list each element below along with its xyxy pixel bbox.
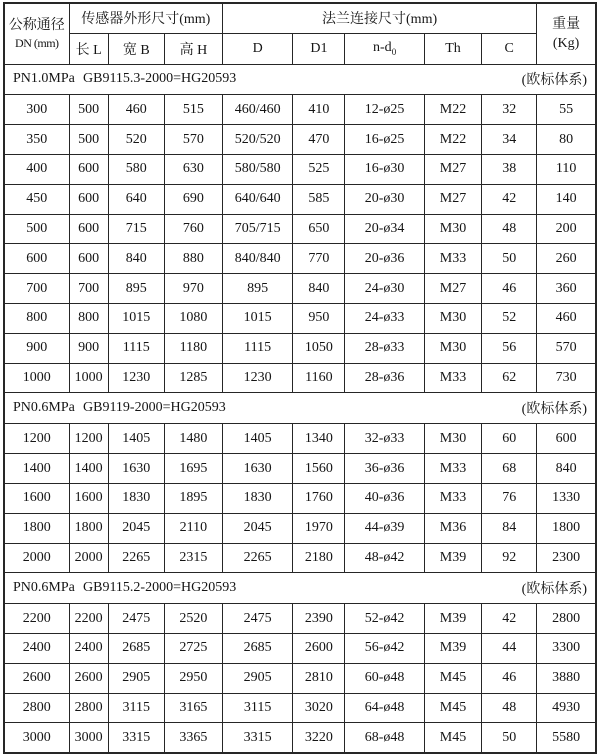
value-cell: 2475 (108, 604, 164, 634)
table-row (4, 184, 596, 214)
value-cell: 1970 (293, 513, 345, 543)
value-cell: 2520 (164, 604, 222, 634)
value-cell: 950 (293, 304, 345, 334)
table-row (4, 304, 596, 334)
value-cell: 1115 (222, 333, 292, 363)
dn-cell: 500 (4, 214, 69, 244)
value-cell: 3880 (537, 663, 596, 693)
dn-cell: 350 (4, 125, 69, 155)
dn-cell: 1200 (4, 424, 69, 454)
value-cell: 12-ø25 (345, 95, 424, 125)
value-cell: 500 (69, 95, 108, 125)
header-nominal-diameter-unit: DN (mm) (15, 36, 59, 51)
value-cell: 1115 (108, 333, 164, 363)
value-cell: 2685 (108, 634, 164, 664)
value-cell: 56 (482, 333, 537, 363)
header-c: C (482, 33, 537, 64)
value-cell: 515 (164, 95, 222, 125)
dn-cell: 2200 (4, 604, 69, 634)
value-cell: 650 (293, 214, 345, 244)
value-cell: 1830 (108, 483, 164, 513)
value-cell: 640/640 (222, 184, 292, 214)
value-cell: 1200 (69, 424, 108, 454)
table-row (4, 723, 596, 753)
value-cell: 2600 (293, 634, 345, 664)
header-weight-title: 重量 (552, 16, 581, 32)
table-row (4, 214, 596, 244)
value-cell: 140 (537, 184, 596, 214)
value-cell: 32 (482, 95, 537, 125)
value-cell: M22 (424, 125, 481, 155)
value-cell: 520 (108, 125, 164, 155)
value-cell: 600 (69, 214, 108, 244)
value-cell: 2315 (164, 543, 222, 573)
value-cell: 44 (482, 634, 537, 664)
value-cell: 32-ø33 (345, 424, 424, 454)
section-header-row (4, 64, 596, 95)
value-cell: 970 (164, 274, 222, 304)
section-header-row (4, 393, 596, 424)
value-cell: 1340 (293, 424, 345, 454)
value-cell: 38 (482, 154, 537, 184)
pressure-rating-label: PN0.6MPa (13, 400, 75, 416)
value-cell: 56-ø42 (345, 634, 424, 664)
table-row (4, 363, 596, 393)
value-cell: 525 (293, 154, 345, 184)
value-cell: 470 (293, 125, 345, 155)
value-cell: 360 (537, 274, 596, 304)
value-cell: 460 (537, 304, 596, 334)
table-row (4, 693, 596, 723)
header-weight (537, 3, 596, 64)
value-cell: 5580 (537, 723, 596, 753)
value-cell: 2045 (222, 513, 292, 543)
value-cell: 900 (69, 333, 108, 363)
value-cell: M39 (424, 543, 481, 573)
value-cell: 260 (537, 244, 596, 274)
dn-cell: 2400 (4, 634, 69, 664)
dn-cell: 2600 (4, 663, 69, 693)
value-cell: 2110 (164, 513, 222, 543)
value-cell: 16-ø25 (345, 125, 424, 155)
value-cell: 760 (164, 214, 222, 244)
value-cell: 1560 (293, 454, 345, 484)
value-cell: 1050 (293, 333, 345, 363)
value-cell: 24-ø33 (345, 304, 424, 334)
value-cell: 1400 (69, 454, 108, 484)
value-cell: 1405 (108, 424, 164, 454)
table-row (4, 154, 596, 184)
value-cell: M30 (424, 304, 481, 334)
value-cell: 840 (108, 244, 164, 274)
value-cell: M33 (424, 454, 481, 484)
value-cell: 730 (537, 363, 596, 393)
header-length-l: 长 L (69, 33, 108, 64)
header-sensor-dimensions-group: 传感器外形尺寸(mm) (69, 3, 222, 33)
value-cell: M33 (424, 483, 481, 513)
header-bolt-holes-nd0 (345, 33, 424, 64)
value-cell: 3315 (222, 723, 292, 753)
value-cell: 1015 (222, 304, 292, 334)
table-row (4, 95, 596, 125)
table-row (4, 483, 596, 513)
value-cell: M36 (424, 513, 481, 543)
table-row (4, 513, 596, 543)
value-cell: 3165 (164, 693, 222, 723)
value-cell: 42 (482, 184, 537, 214)
header-width-b: 宽 B (108, 33, 164, 64)
value-cell: 110 (537, 154, 596, 184)
value-cell: 28-ø36 (345, 363, 424, 393)
section-header-cell (4, 64, 596, 95)
value-cell: 3365 (164, 723, 222, 753)
value-cell: 3220 (293, 723, 345, 753)
value-cell: 60 (482, 424, 537, 454)
standard-system-label: (欧标体系) (521, 73, 587, 89)
pressure-rating-label: PN0.6MPa (13, 580, 75, 596)
value-cell: 1015 (108, 304, 164, 334)
value-cell: 2265 (108, 543, 164, 573)
value-cell: 585 (293, 184, 345, 214)
value-cell: 2905 (108, 663, 164, 693)
value-cell: M27 (424, 274, 481, 304)
standard-code-label: GB9115.2-2000=HG20593 (83, 580, 237, 596)
value-cell: 48-ø42 (345, 543, 424, 573)
value-cell: 60-ø48 (345, 663, 424, 693)
value-cell: 92 (482, 543, 537, 573)
value-cell: M27 (424, 154, 481, 184)
value-cell: 840 (293, 274, 345, 304)
value-cell: 2810 (293, 663, 345, 693)
value-cell: 36-ø36 (345, 454, 424, 484)
table-row (4, 604, 596, 634)
value-cell: 62 (482, 363, 537, 393)
value-cell: 1080 (164, 304, 222, 334)
value-cell: 1285 (164, 363, 222, 393)
header-weight-unit: (Kg) (552, 35, 580, 51)
value-cell: 705/715 (222, 214, 292, 244)
table-row (4, 543, 596, 573)
dn-cell: 1800 (4, 513, 69, 543)
standard-code-label: GB9119-2000=HG20593 (83, 400, 226, 416)
value-cell: 2265 (222, 543, 292, 573)
value-cell: 80 (537, 125, 596, 155)
value-cell: 410 (293, 95, 345, 125)
value-cell: M39 (424, 634, 481, 664)
value-cell: 800 (69, 304, 108, 334)
dn-cell: 900 (4, 333, 69, 363)
flange-dimension-table (3, 2, 597, 754)
value-cell: 34 (482, 125, 537, 155)
value-cell: 2800 (69, 693, 108, 723)
value-cell: 840 (537, 454, 596, 484)
value-cell: 3300 (537, 634, 596, 664)
dn-cell: 2000 (4, 543, 69, 573)
value-cell: 16-ø30 (345, 154, 424, 184)
value-cell: 84 (482, 513, 537, 543)
header-nd-subscript: 0 (391, 46, 397, 57)
value-cell: M22 (424, 95, 481, 125)
table-header (4, 3, 596, 64)
value-cell: 50 (482, 244, 537, 274)
header-nd-base: n-d (373, 40, 392, 56)
value-cell: 2180 (293, 543, 345, 573)
value-cell: 3115 (108, 693, 164, 723)
header-nominal-diameter-title: 公称通径 (8, 17, 65, 33)
value-cell: 600 (69, 154, 108, 184)
value-cell: 1630 (222, 454, 292, 484)
value-cell: 600 (69, 184, 108, 214)
value-cell: 1000 (69, 363, 108, 393)
value-cell: M45 (424, 723, 481, 753)
value-cell: 1630 (108, 454, 164, 484)
value-cell: 880 (164, 244, 222, 274)
dn-cell: 2800 (4, 693, 69, 723)
value-cell: 48 (482, 693, 537, 723)
value-cell: 4930 (537, 693, 596, 723)
value-cell: 1480 (164, 424, 222, 454)
dn-cell: 600 (4, 244, 69, 274)
table-row (4, 333, 596, 363)
value-cell: 1695 (164, 454, 222, 484)
value-cell: M33 (424, 363, 481, 393)
value-cell: 55 (537, 95, 596, 125)
value-cell: 2475 (222, 604, 292, 634)
value-cell: 570 (164, 125, 222, 155)
value-cell: 2000 (69, 543, 108, 573)
value-cell: 2685 (222, 634, 292, 664)
value-cell: 580/580 (222, 154, 292, 184)
value-cell: 48 (482, 214, 537, 244)
value-cell: 1405 (222, 424, 292, 454)
value-cell: 2600 (69, 663, 108, 693)
value-cell: 1160 (293, 363, 345, 393)
value-cell: 2950 (164, 663, 222, 693)
header-height-h: 高 H (164, 33, 222, 64)
value-cell: M30 (424, 333, 481, 363)
value-cell: 50 (482, 723, 537, 753)
value-cell: 2200 (69, 604, 108, 634)
header-nominal-diameter (4, 3, 69, 64)
table-row (4, 663, 596, 693)
value-cell: 3020 (293, 693, 345, 723)
value-cell: 52 (482, 304, 537, 334)
value-cell: 600 (69, 244, 108, 274)
value-cell: 24-ø30 (345, 274, 424, 304)
dn-cell: 1600 (4, 483, 69, 513)
value-cell: 2045 (108, 513, 164, 543)
header-flange-connection-group: 法兰连接尺寸(mm) (222, 3, 536, 33)
value-cell: 3000 (69, 723, 108, 753)
value-cell: 840/840 (222, 244, 292, 274)
section-header-cell (4, 573, 596, 604)
section-header-cell (4, 393, 596, 424)
dn-cell: 700 (4, 274, 69, 304)
value-cell: M30 (424, 424, 481, 454)
value-cell: 3315 (108, 723, 164, 753)
value-cell: 460 (108, 95, 164, 125)
value-cell: 600 (537, 424, 596, 454)
value-cell: 700 (69, 274, 108, 304)
value-cell: 2725 (164, 634, 222, 664)
value-cell: 715 (108, 214, 164, 244)
value-cell: 64-ø48 (345, 693, 424, 723)
dn-cell: 450 (4, 184, 69, 214)
value-cell: 690 (164, 184, 222, 214)
dn-cell: 300 (4, 95, 69, 125)
value-cell: 1600 (69, 483, 108, 513)
value-cell: 520/520 (222, 125, 292, 155)
value-cell: 44-ø39 (345, 513, 424, 543)
value-cell: 770 (293, 244, 345, 274)
value-cell: 1895 (164, 483, 222, 513)
value-cell: 630 (164, 154, 222, 184)
value-cell: 68 (482, 454, 537, 484)
dn-cell: 1400 (4, 454, 69, 484)
value-cell: 1800 (69, 513, 108, 543)
value-cell: 2800 (537, 604, 596, 634)
standard-system-label: (欧标体系) (521, 582, 587, 598)
value-cell: 580 (108, 154, 164, 184)
value-cell: 3115 (222, 693, 292, 723)
value-cell: 20-ø36 (345, 244, 424, 274)
pressure-rating-label: PN1.0MPa (13, 71, 75, 87)
value-cell: 500 (69, 125, 108, 155)
value-cell: 895 (108, 274, 164, 304)
value-cell: M45 (424, 663, 481, 693)
value-cell: M30 (424, 214, 481, 244)
value-cell: 46 (482, 663, 537, 693)
value-cell: 640 (108, 184, 164, 214)
dn-cell: 1000 (4, 363, 69, 393)
dn-cell: 3000 (4, 723, 69, 753)
table-row (4, 454, 596, 484)
value-cell: M45 (424, 693, 481, 723)
value-cell: M27 (424, 184, 481, 214)
value-cell: 1230 (222, 363, 292, 393)
header-th: Th (424, 33, 481, 64)
value-cell: 40-ø36 (345, 483, 424, 513)
value-cell: 200 (537, 214, 596, 244)
value-cell: 1330 (537, 483, 596, 513)
table-row (4, 634, 596, 664)
value-cell: 2390 (293, 604, 345, 634)
value-cell: 1800 (537, 513, 596, 543)
value-cell: 76 (482, 483, 537, 513)
table-row (4, 424, 596, 454)
table-body (4, 64, 596, 753)
value-cell: 1230 (108, 363, 164, 393)
value-cell: 52-ø42 (345, 604, 424, 634)
section-header-row (4, 573, 596, 604)
value-cell: 1180 (164, 333, 222, 363)
header-d: D (222, 33, 292, 64)
value-cell: 1760 (293, 483, 345, 513)
value-cell: 570 (537, 333, 596, 363)
table-row (4, 244, 596, 274)
table-row (4, 125, 596, 155)
table-row (4, 274, 596, 304)
value-cell: 1830 (222, 483, 292, 513)
value-cell: M39 (424, 604, 481, 634)
standard-system-label: (欧标体系) (521, 402, 587, 418)
value-cell: 20-ø34 (345, 214, 424, 244)
value-cell: 28-ø33 (345, 333, 424, 363)
dn-cell: 400 (4, 154, 69, 184)
value-cell: M33 (424, 244, 481, 274)
header-d1: D1 (293, 33, 345, 64)
value-cell: 2905 (222, 663, 292, 693)
value-cell: 20-ø30 (345, 184, 424, 214)
standard-code-label: GB9115.3-2000=HG20593 (83, 71, 237, 87)
value-cell: 460/460 (222, 95, 292, 125)
value-cell: 895 (222, 274, 292, 304)
value-cell: 2400 (69, 634, 108, 664)
dn-cell: 800 (4, 304, 69, 334)
value-cell: 2300 (537, 543, 596, 573)
value-cell: 68-ø48 (345, 723, 424, 753)
value-cell: 46 (482, 274, 537, 304)
value-cell: 42 (482, 604, 537, 634)
